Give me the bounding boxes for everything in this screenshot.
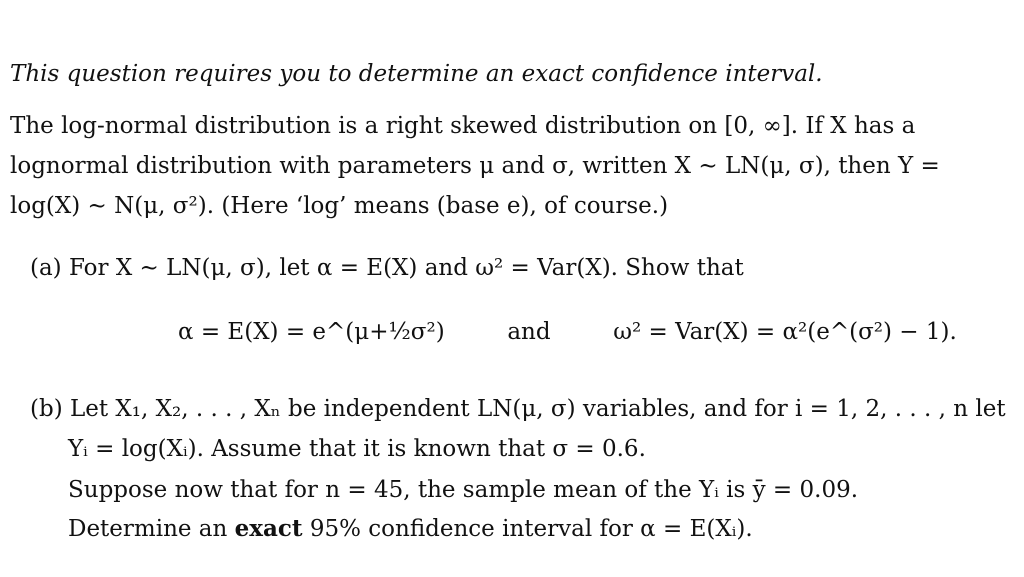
- part-a-prompt: [30, 254, 744, 282]
- part-b-line-4-bold: exact: [234, 515, 303, 542]
- part-b-label: (b): [30, 396, 63, 422]
- part-a-equation: [178, 318, 957, 346]
- paragraph-line-3: log(X) ∼ N(μ, σ²). (Here ‘log’ means (base e), of course.): [10, 193, 669, 219]
- part-b-line-3: Suppose now that for n = 45, the sample mean of the Yᵢ is ȳ = 0.09.: [68, 477, 859, 503]
- equation-omega: ω² = Var(X) = α²(e^(σ²) − 1).: [613, 319, 957, 345]
- part-b-line-4-pre: Determine an: [68, 516, 228, 542]
- paragraph-line-2: lognormal distribution with parameters μ and σ, written X ∼ LN(μ, σ), then Y =: [10, 153, 940, 179]
- equation-alpha: α = E(X) = e^(μ+½σ²): [178, 319, 445, 345]
- part-b-text-1: Let X₁, X₂, . . . , Xₙ be independent LN(μ, σ) variables, and for i = 1, 2, . . . , n let: [69, 396, 1006, 422]
- paragraph-line-1: The log-normal distribution is a right skewed distribution on [0, ∞]. If X has a: [10, 113, 916, 139]
- equation-and: and: [507, 319, 551, 345]
- question-intro: This question requires you to determine an exact confidence interval.: [10, 61, 823, 87]
- part-b-line-2: Yᵢ = log(Xᵢ). Assume that it is known that σ = 0.6.: [68, 436, 646, 462]
- part-b-line-1: [30, 395, 1006, 423]
- part-a-text: For X ∼ LN(μ, σ), let α = E(X) and ω² = Var(X). Show that: [68, 255, 744, 281]
- part-b-line-4: [68, 515, 753, 543]
- part-a-label: (a): [30, 255, 62, 281]
- part-b-line-4-post: 95% confidence interval for α = E(Xᵢ).: [309, 516, 753, 542]
